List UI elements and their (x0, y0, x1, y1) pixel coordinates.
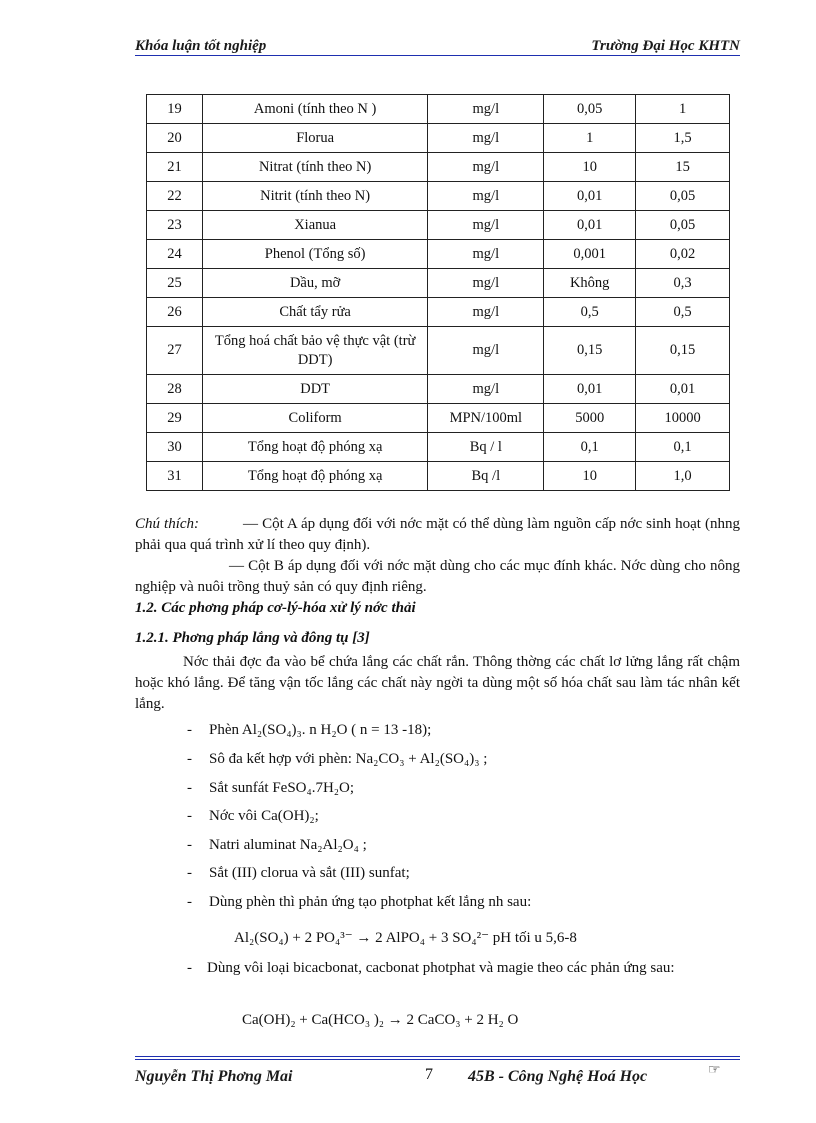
table-cell: 0,5 (636, 298, 730, 327)
table-cell: 0,001 (544, 240, 636, 269)
note-label: Chú thích: (135, 516, 200, 532)
table-cell: Florua (202, 124, 427, 153)
table-cell: Bq / l (428, 433, 544, 462)
table-row (147, 298, 730, 327)
table-cell: 0,05 (544, 95, 636, 124)
table-cell: 22 (147, 182, 203, 211)
table-cell: 1,5 (636, 124, 730, 153)
table-cell: 10000 (636, 404, 730, 433)
document-page: Khóa luận tốt nghiệp Trường Đại Học KHTN 19 Amoni (tính theo N ) mg/l 0,05 1 20 Florua mg/l 1 1,5 21 Nitrat (tính theo N) mg/l 10 15 22 Nitrit (tính theo N) mg/l 0,01 0,05 23 Xianua mg/l 0,01 0,05 24 Phenol (Tổng số) mg/l 0,001 0,02 25 Dầu, mỡ mg/l Không 0,3 26 Chất tẩy rửa mg/l 0,5 0,5 27 Tổng hoá chất bảo vệ thực vật (trừ DDT) mg/l 0,15 0,15 28 DDT mg/l 0,01 0,01 29 Coliform MPN/100ml 5000 10000 30 Tổng hoạt độ phóng xạ Bq / l 0,1 0,1 31 Tổng hoạt độ phóng xạ Bq /l 10 1,0 Chú thích: — Cột A áp dụng đối với nớc mặt có thể dùng làm nguồn cấp nớc sinh hoạt (nhng phải qua quá trình xử lí theo quy định). — Cột B áp dụng đối với nớc mặt dùng cho các mục đính khác. Nớc dùng cho nông nghiệp và nuôi trồng thuỷ sản có quy định riêng. 1.2. Các phơng pháp cơ-lý-hóa xử lý nớc thải 1.2.1. Phơng pháp lắng và đông tụ [3] Nớc thải đợc đa vào bể chứa lắng các chất rắn. Thông thờng các chất lơ lửng lắng rất chậm hoặc khó lắng. Để tăng vận tốc lắng các chất này ngời ta dùng một số hóa chất sau làm tác nhân kết lắng. - Phèn Al₂(SO₄)₃. n H₂O ( n = 13 -18); - Sô đa kết hợp với phèn: Na₂CO₃ + Al₂(SO₄)₃ ; - Sắt sunfát FeSO₄.7H₂O; - Nớc vôi Ca(OH)₂; - Natri aluminat Na₂Al₂O₄ ; - Sắt (III) clorua và sắt (III) sunfat; - Dùng phèn thì phản ứng tạo photphat kết lắng nh sau: Al₂(SO₄) + 2 PO₄³⁻ → 2 AlPO₄ + 3 SO₄²⁻ pH tối u 5,6-8 - Dùng vôi loại bicacbonat, cacbonat photphat và magie theo các phản ứng sau: Ca(OH)₂ + Ca(HCO₃ )₂ → 2 CaCO₃ + 2 H₂ O Nguyễn Thị Phơng Mai 7 45B - Công Nghệ Hoá Học ☞ (135, 38, 740, 1085)
table-cell: 0,01 (544, 375, 636, 404)
table-cell: Tổng hoạt độ phóng xạ (202, 433, 427, 462)
table-cell: mg/l (428, 182, 544, 211)
table-cell: 5000 (544, 404, 636, 433)
table-cell: 21 (147, 153, 203, 182)
note-a-text: — Cột A áp dụng đối với nớc mặt có thể dùng làm nguồn cấp nớc sinh hoạt (nhng phải qua quá trình xử lí theo quy định). (135, 516, 740, 553)
table-cell: 0,01 (544, 182, 636, 211)
table-cell: 20 (147, 124, 203, 153)
table-cell: Coliform (202, 404, 427, 433)
body-paragraph: Nớc thải đợc đa vào bể chứa lắng các chất rắn. Thông thờng các chất lơ lửng lắng rất chậm hoặc khó lắng. Để tăng vận tốc lắng các chất này ngời ta dùng một số hóa chất sau làm tác nhân kết lắng. (135, 654, 740, 712)
header-rule (135, 55, 740, 56)
footer-rule-bottom (135, 1059, 740, 1060)
table-cell: Phenol (Tổng số) (202, 240, 427, 269)
pointing-hand-icon: ☞ (708, 1063, 721, 1078)
page-number: 7 (425, 1066, 433, 1083)
table-cell: 0,1 (544, 433, 636, 462)
table-cell: mg/l (428, 124, 544, 153)
table-row (147, 404, 730, 433)
header-left: Khóa luận tốt nghiệp (135, 38, 267, 54)
table-cell: Dầu, mỡ (202, 269, 427, 298)
table-cell: 0,02 (636, 240, 730, 269)
table-cell: MPN/100ml (428, 404, 544, 433)
table-cell: Chất tẩy rửa (202, 298, 427, 327)
footer-author: Nguyễn Thị Phơng Mai (135, 1068, 293, 1085)
table-cell: 28 (147, 375, 203, 404)
list-item-lime: - Dùng vôi loại bicacbonat, cacbonat photphat và magie theo các phản ứng sau: (187, 960, 675, 976)
table-cell: 0,1 (636, 433, 730, 462)
table-cell: DDT (202, 375, 427, 404)
table-row (147, 269, 730, 298)
table-row (147, 375, 730, 404)
table-cell: 29 (147, 404, 203, 433)
table-cell: mg/l (428, 153, 544, 182)
table-row (147, 240, 730, 269)
table-cell: Tổng hoạt độ phóng xạ (202, 462, 427, 491)
table-row (147, 182, 730, 211)
table-row (147, 327, 730, 375)
table-cell: 24 (147, 240, 203, 269)
note-line-b (135, 556, 740, 598)
table-cell: mg/l (428, 269, 544, 298)
table-row (147, 433, 730, 462)
equation-lime: Ca(OH)₂ + Ca(HCO₃ )₂ → 2 CaCO₃ + 2 H₂ O (242, 1012, 519, 1028)
table-cell: 1 (544, 124, 636, 153)
table-cell: Bq /l (428, 462, 544, 491)
table-cell: Tổng hoá chất bảo vệ thực vật (trừ DDT) (202, 327, 427, 375)
section-title: 1.2. Các phơng pháp cơ-lý-hóa xử lý nớc thải (135, 600, 416, 616)
table-cell: 27 (147, 327, 203, 375)
header-right: Trường Đại Học KHTN (591, 38, 740, 54)
table-cell: 30 (147, 433, 203, 462)
table-cell: 25 (147, 269, 203, 298)
table-cell: Nitrit (tính theo N) (202, 182, 427, 211)
note-line-a (135, 514, 740, 556)
table-cell: mg/l (428, 375, 544, 404)
table-cell: 0,05 (636, 211, 730, 240)
table-cell: 23 (147, 211, 203, 240)
table-cell: 0,15 (636, 327, 730, 375)
footer-class: 45B - Công Nghệ Hoá Học (468, 1068, 648, 1085)
table-cell: 10 (544, 462, 636, 491)
table-cell: mg/l (428, 327, 544, 375)
table-cell: mg/l (428, 211, 544, 240)
table-cell: Nitrat (tính theo N) (202, 153, 427, 182)
table-cell: 19 (147, 95, 203, 124)
table-row (147, 124, 730, 153)
table-cell: 31 (147, 462, 203, 491)
table-cell: Xianua (202, 211, 427, 240)
footer-rule-top (135, 1056, 740, 1057)
table-cell: 0,15 (544, 327, 636, 375)
table-row (147, 462, 730, 491)
standards-table (146, 94, 730, 491)
table-cell: 0,5 (544, 298, 636, 327)
table-cell: 0,3 (636, 269, 730, 298)
table-cell: 0,01 (544, 211, 636, 240)
table-cell: 10 (544, 153, 636, 182)
table-cell: 1,0 (636, 462, 730, 491)
table-cell: Không (544, 269, 636, 298)
table-cell: 26 (147, 298, 203, 327)
equation-phosphate: Al₂(SO₄) + 2 PO₄³⁻ → 2 AlPO₄ + 3 SO₄²⁻ pH tối u 5,6-8 (234, 930, 577, 946)
table-row (147, 211, 730, 240)
table-cell: mg/l (428, 298, 544, 327)
table-cell: mg/l (428, 240, 544, 269)
table-cell: 0,05 (636, 182, 730, 211)
table-row (147, 95, 730, 124)
table-cell: Amoni (tính theo N ) (202, 95, 427, 124)
subsection-title: 1.2.1. Phơng pháp lắng và đông tụ [3] (135, 630, 370, 646)
table-cell: 15 (636, 153, 730, 182)
table-cell: 0,01 (636, 375, 730, 404)
note-b-text: — Cột B áp dụng đối với nớc mặt dùng cho các mục đính khác. Nớc dùng cho nông nghiệp và nuôi trồng thuỷ sản có quy định riêng. (135, 558, 740, 595)
table-cell: mg/l (428, 95, 544, 124)
table-row (147, 153, 730, 182)
table-cell: 1 (636, 95, 730, 124)
